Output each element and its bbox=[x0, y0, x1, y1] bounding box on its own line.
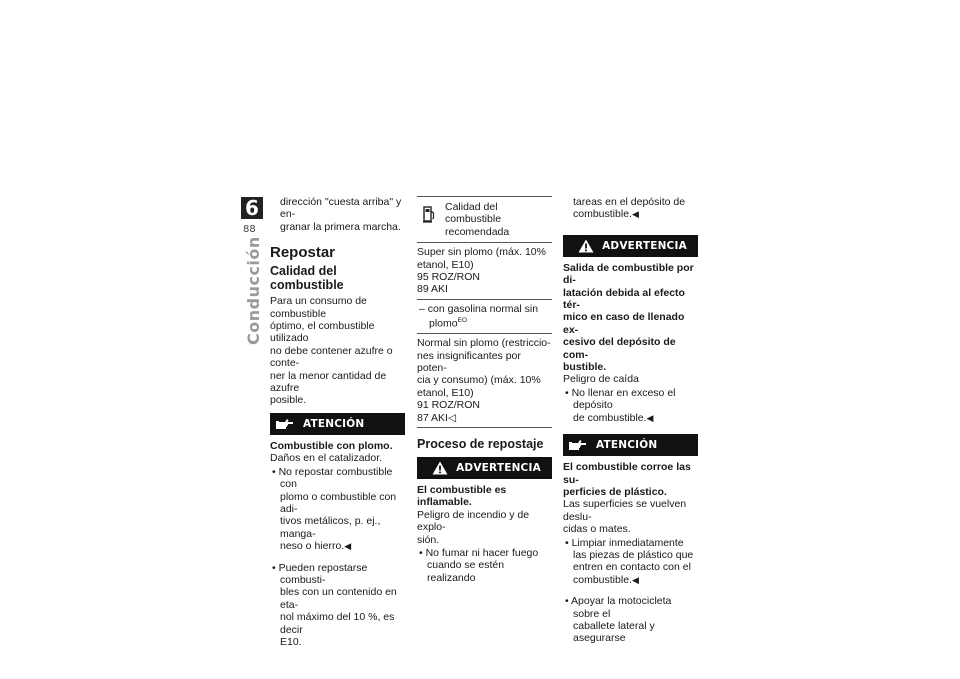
box-section-super bbox=[417, 242, 552, 299]
intro-line: granar la primera marcha. bbox=[280, 220, 401, 233]
bullet-line: E10. bbox=[280, 635, 302, 648]
body-line: no debe contener azufre o conte- bbox=[270, 344, 393, 370]
box-line bbox=[417, 412, 552, 424]
end-mark: ◀ bbox=[344, 541, 352, 552]
body-line: Peligro de incendio y de explo- bbox=[417, 508, 530, 534]
bullet-line: nol máximo del 10 %, es decir bbox=[280, 611, 395, 636]
hand-pointing-icon bbox=[273, 413, 297, 435]
bullet-line: • No llenar en exceso el depósito bbox=[565, 386, 676, 412]
intro-line: dirección "cuesta arriba" y en- bbox=[280, 196, 402, 221]
advertencia-banner bbox=[563, 235, 698, 257]
body-line: Para un consumo de combustible bbox=[270, 295, 367, 320]
salida-title: latación debida al efecto tér- bbox=[563, 286, 685, 312]
column-3 bbox=[563, 196, 698, 645]
bullet-line: • No repostar combustible con bbox=[272, 465, 393, 491]
box-line: Normal sin plomo (restriccio- bbox=[417, 337, 551, 350]
box-line: Super sin plomo (máx. 10% bbox=[417, 246, 546, 259]
heading-proceso: Proceso de repostaje bbox=[417, 437, 544, 451]
box-title: Calidad del combustible bbox=[445, 201, 502, 226]
box-text: 87 AKI bbox=[417, 411, 448, 424]
bullet-line: • Limpiar inmediatamente bbox=[565, 536, 684, 549]
atencion-banner bbox=[270, 413, 405, 435]
column-2 bbox=[417, 196, 552, 584]
bullet-text: de combustible. bbox=[573, 411, 647, 424]
body-line: ner la menor cantidad de azufre bbox=[270, 369, 387, 395]
bullet-line: caballete lateral y asegurarse bbox=[573, 619, 655, 645]
bullet-line: • Pueden repostarse combusti- bbox=[272, 561, 368, 586]
advertencia-label: ADVERTENCIA bbox=[456, 461, 541, 474]
body-line: posible. bbox=[270, 394, 307, 407]
body-line: Peligro de caída bbox=[563, 373, 639, 386]
end-mark-open: ◁ bbox=[447, 411, 457, 424]
inflamable-title: El combustible es inflamable. bbox=[417, 484, 507, 509]
body-line: cidas o mates. bbox=[563, 523, 631, 536]
bullet-line: • Apoyar la motocicleta sobre el bbox=[565, 595, 672, 620]
box-section-normal bbox=[417, 333, 552, 427]
body-line: Las superficies se vuelven deslu- bbox=[563, 498, 687, 523]
body-line: Daños en el catalizador. bbox=[270, 452, 383, 465]
plomo-title: Combustible con plomo. bbox=[270, 439, 393, 452]
box-line: 91 ROZ/RON bbox=[417, 399, 481, 412]
body-line: sión. bbox=[417, 533, 440, 546]
hand-pointing-icon bbox=[566, 434, 590, 456]
salida-title: bustible. bbox=[563, 361, 607, 374]
bullet-line: plomo o combustible con adi- bbox=[280, 490, 397, 515]
section-label: Conducción bbox=[244, 236, 263, 345]
bullet-line: bles con un contenido en eta- bbox=[280, 586, 397, 611]
bullet-text: combustible. bbox=[573, 573, 632, 586]
box-line: – con gasolina normal sin bbox=[419, 302, 539, 315]
bullet-line bbox=[563, 412, 698, 424]
page-number: 88 bbox=[243, 224, 256, 235]
box-text: plomo bbox=[429, 317, 458, 330]
warning-triangle-icon bbox=[574, 235, 598, 257]
box-line: etanol, E10) bbox=[417, 258, 474, 271]
atencion-banner bbox=[563, 434, 698, 456]
warning-triangle-icon bbox=[428, 457, 452, 479]
box-line: 89 AKI bbox=[417, 283, 448, 296]
end-mark: ◀ bbox=[631, 209, 639, 220]
heading-calidad: Calidad del combustible bbox=[270, 264, 344, 293]
corroe-title: perficies de plástico. bbox=[563, 485, 667, 498]
bullet-line: cuando se estén realizando bbox=[427, 559, 505, 584]
bullet-text: neso o hierro. bbox=[280, 540, 345, 553]
bullet-text: combustible. bbox=[573, 208, 632, 221]
box-section-normal-note bbox=[417, 299, 552, 333]
fuel-pump-icon bbox=[417, 201, 441, 238]
box-line: etanol, E10) bbox=[417, 386, 474, 399]
corroe-title: El combustible corroe las su- bbox=[563, 461, 691, 486]
fuel-quality-box bbox=[417, 196, 552, 428]
bullet-line bbox=[563, 208, 698, 220]
end-mark: ◀ bbox=[646, 412, 654, 423]
eo-superscript: EO bbox=[457, 317, 468, 325]
bullet-line: tareas en el depósito de bbox=[573, 196, 686, 208]
bullet-line: tivos metálicos, p. ej., manga- bbox=[280, 515, 381, 540]
box-header bbox=[417, 197, 552, 242]
bullet-line bbox=[563, 574, 698, 586]
bullet-line bbox=[270, 540, 405, 552]
box-line: 95 ROZ/RON bbox=[417, 271, 481, 284]
box-line bbox=[417, 315, 552, 330]
atencion-label: ATENCIÓN bbox=[303, 417, 365, 430]
body-line: óptimo, el combustible utilizado bbox=[270, 320, 375, 345]
column-1 bbox=[270, 196, 405, 648]
atencion-label: ATENCIÓN bbox=[596, 438, 658, 451]
chapter-number-tab bbox=[241, 197, 263, 219]
chapter-number: 6 bbox=[245, 196, 259, 220]
advertencia-banner bbox=[417, 457, 552, 479]
bullet-line: las piezas de plástico que bbox=[573, 548, 694, 561]
bullet-line: • No fumar ni hacer fuego bbox=[419, 547, 539, 560]
end-mark: ◀ bbox=[631, 574, 639, 585]
salida-title: Salida de combustible por di- bbox=[563, 261, 694, 287]
salida-title: cesivo del depósito de com- bbox=[563, 336, 676, 361]
box-line: nes insignificantes por poten- bbox=[417, 349, 521, 374]
bullet-line: entren en contacto con el bbox=[573, 561, 691, 574]
box-title: recomendada bbox=[445, 225, 510, 238]
heading-repostar: Repostar bbox=[270, 244, 336, 262]
advertencia-label: ADVERTENCIA bbox=[602, 239, 687, 252]
salida-title: mico en caso de llenado ex- bbox=[563, 311, 685, 336]
box-line: cia y consumo) (máx. 10% bbox=[417, 374, 541, 387]
